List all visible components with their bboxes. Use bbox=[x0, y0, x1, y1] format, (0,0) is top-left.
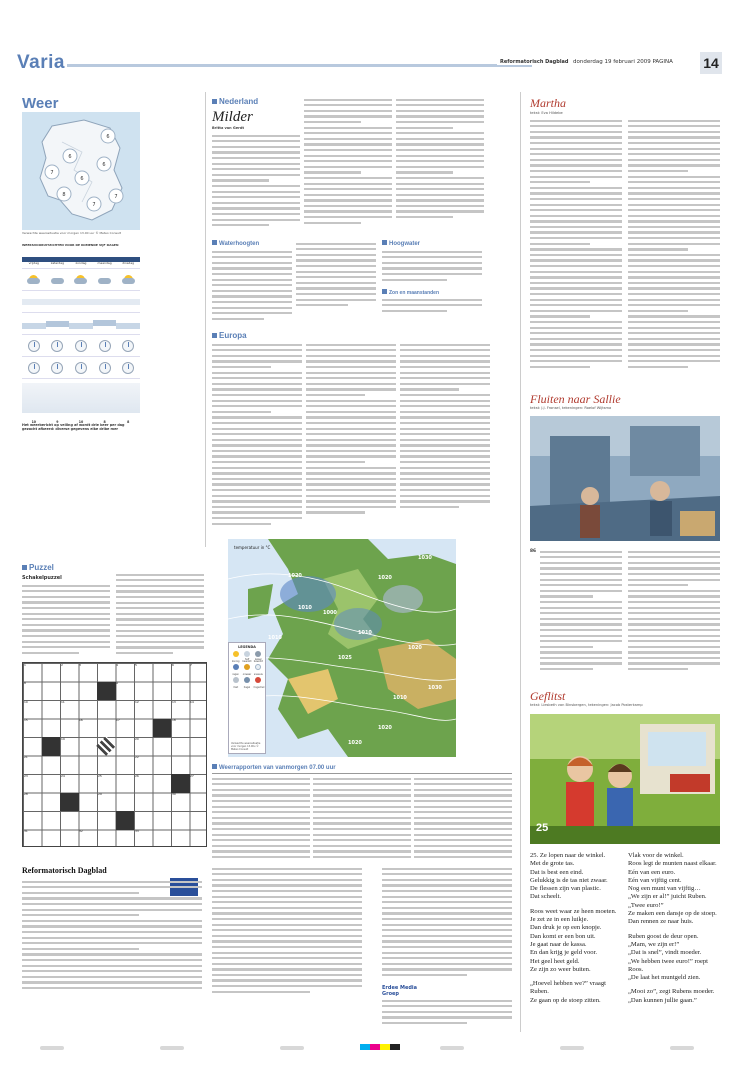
puzzle-clues-2 bbox=[116, 572, 204, 658]
wind-direction-icon bbox=[28, 340, 40, 352]
sallie-illustration bbox=[530, 416, 720, 541]
poem-line: Ruben. bbox=[530, 988, 549, 996]
poem-line: Gelukkig is de tas niet zwaar. bbox=[530, 876, 608, 884]
poem-line: „We hebben twee euro!” roept bbox=[628, 957, 709, 965]
observations-column bbox=[313, 776, 411, 860]
map-caption: Verwachte weerssituatie voor morgen 13.00 uur © Meteo Consult bbox=[22, 231, 121, 235]
map-temp: 6 bbox=[80, 176, 84, 182]
nederland-heading: Nederland bbox=[212, 97, 258, 107]
poem-line: Ze gaan op de stoep zitten. bbox=[530, 996, 601, 1004]
forecast-day: vrijdag bbox=[28, 261, 39, 265]
legend-item: half bewolkt bbox=[242, 651, 251, 661]
forecast-day: zaterdag bbox=[50, 261, 65, 265]
legend-title: LEGENDA bbox=[238, 645, 256, 649]
legend-item: zwaar bewolkt bbox=[254, 651, 263, 661]
wind-direction-icon bbox=[28, 362, 40, 374]
wind-direction-icon bbox=[122, 340, 134, 352]
zon-maan-heading: Zon en maanstanden bbox=[382, 288, 439, 298]
zon-maan-text bbox=[382, 297, 482, 321]
date-line: donderdag 19 februari 2009 PAGINA bbox=[573, 59, 673, 65]
wind-direction-icon bbox=[122, 362, 134, 374]
grid-number: 30 bbox=[172, 792, 176, 796]
rain-icon bbox=[233, 664, 239, 670]
map-isobar-label: 1020 bbox=[408, 645, 422, 651]
grid-number: 13 bbox=[172, 700, 176, 704]
map-header: temperatuur in °C bbox=[234, 545, 271, 550]
grid-number: 26 bbox=[135, 774, 139, 778]
advertising-info bbox=[382, 866, 512, 981]
netherlands-map-graphic bbox=[22, 112, 140, 230]
high-pressure-icon bbox=[255, 677, 261, 683]
grid-number: 18 bbox=[172, 718, 176, 722]
grid-number: 27 bbox=[190, 774, 194, 778]
poem-line: Dan rennen ze naar huis. bbox=[628, 918, 694, 926]
hail-icon bbox=[244, 677, 250, 683]
grid-number: 25 bbox=[98, 774, 102, 778]
black-square bbox=[116, 811, 135, 830]
wind-direction-icon bbox=[51, 340, 63, 352]
media-group-text bbox=[382, 998, 512, 1026]
grid-number: 12 bbox=[135, 700, 139, 704]
martha-column-1 bbox=[530, 118, 622, 384]
grid-number: 6 bbox=[172, 663, 174, 667]
column-rule bbox=[520, 92, 521, 1032]
header-rule bbox=[67, 64, 532, 67]
poem-line: Dan druk je op een knopje. bbox=[530, 924, 602, 932]
section-label: Varia bbox=[17, 52, 65, 73]
poem-line: Ze zijn zo weer buiten. bbox=[530, 965, 591, 973]
waterhoogten-heading: Waterhoogten bbox=[212, 239, 259, 249]
map-isobar-label: 1010 bbox=[358, 630, 372, 636]
black-square bbox=[42, 737, 61, 756]
nederland-byline: Britta van Gerdt bbox=[212, 126, 245, 130]
colophon-text bbox=[22, 879, 202, 991]
map-isobar-label: 1020 bbox=[348, 740, 362, 746]
poem-line: Vlak voor de winkel. bbox=[628, 852, 684, 859]
waterhoogten-text-2 bbox=[296, 241, 376, 325]
martha-column-2 bbox=[628, 118, 720, 384]
poem-line: Dan komt er een bon uit. bbox=[530, 932, 596, 940]
grid-number: 9 bbox=[116, 681, 118, 685]
cloud-icon bbox=[255, 651, 261, 657]
geflitst-illustration bbox=[530, 714, 720, 844]
poem-line: Dat is best een eind. bbox=[530, 868, 584, 876]
poem-line: Het geel heet geld. bbox=[530, 957, 580, 965]
nederland-column-1 bbox=[212, 133, 300, 233]
geflitst-illustration-graphic bbox=[530, 714, 720, 844]
poem-line: „Dan kunnen jullie gaan.” bbox=[628, 996, 697, 1004]
thunder-icon bbox=[244, 664, 250, 670]
legend-item: hogedruk bbox=[254, 677, 263, 687]
geflitst-panel-number: 25 bbox=[536, 822, 549, 834]
observations-table bbox=[212, 773, 512, 865]
paper-logo: Reformatorisch Dagblad bbox=[22, 866, 107, 875]
map-isobar-label: 1030 bbox=[418, 555, 432, 561]
observations-heading: Weerrapporten van vanmorgen 07.00 uur bbox=[212, 763, 336, 773]
colophon bbox=[22, 866, 202, 1001]
grid-number: 33 bbox=[135, 829, 139, 833]
map-isobar-label: 1030 bbox=[428, 685, 442, 691]
poem-line: En dan krijg je geld voor. bbox=[530, 949, 598, 957]
poem-line: „Mam, we zijn er!” bbox=[628, 940, 680, 948]
poem-line: Eén van een euro. bbox=[628, 868, 676, 876]
cloud-icon bbox=[51, 278, 64, 284]
grid-number: 11 bbox=[61, 700, 65, 704]
poem-line: Ze maken een dansje op de stoep. bbox=[628, 910, 717, 918]
poem-line: Roos weet waar ze heen moeten. bbox=[530, 907, 617, 915]
poem-line: Nog een munt van vijftig… bbox=[628, 885, 701, 893]
grid-number: 28 bbox=[24, 792, 28, 796]
poem-line: „Hoevel hebben we?” vraagt bbox=[530, 980, 606, 988]
poem-line: Eén van vijftig cent. bbox=[628, 876, 682, 884]
legend-item: sneeuw bbox=[254, 664, 263, 674]
page-header bbox=[17, 52, 722, 74]
map-isobar-label: 1010 bbox=[393, 695, 407, 701]
legend-item: hagel bbox=[242, 677, 251, 687]
map-isobar-label: 1020 bbox=[378, 725, 392, 731]
geflitst-poem-right bbox=[628, 852, 722, 1005]
wind-direction-icon bbox=[75, 340, 87, 352]
column-rule bbox=[205, 92, 206, 547]
media-group-logo: Erdee Media Groep bbox=[382, 985, 418, 998]
grid-number: 17 bbox=[116, 718, 120, 722]
forecast-day-labels bbox=[22, 262, 140, 268]
geflitst-poem-left bbox=[530, 852, 622, 1005]
wind-direction-icon bbox=[99, 340, 111, 352]
puzzle-grid[interactable] bbox=[22, 662, 207, 847]
legend-caption: Verwachte weerssituatie voor morgen 13.00u © Meteo Consult bbox=[231, 742, 261, 751]
poem-line: „We zijn er al!” juicht Ruben. bbox=[628, 893, 707, 901]
grid-number: 16 bbox=[79, 718, 83, 722]
grid-number: 32 bbox=[79, 829, 83, 833]
sallie-panel-number: 86 bbox=[530, 549, 536, 554]
grid-number: 7 bbox=[190, 663, 192, 667]
forecast-temp-chart-row bbox=[22, 378, 140, 418]
grid-number: 29 bbox=[98, 792, 102, 796]
sallie-title: Fluiten naar Sallie bbox=[530, 392, 621, 406]
page-number: 14 bbox=[700, 52, 722, 74]
sallie-column-1 bbox=[540, 549, 622, 679]
black-square bbox=[153, 719, 172, 738]
poem-line: „Twee euro!” bbox=[628, 901, 664, 909]
map-temp: 7 bbox=[92, 202, 96, 208]
map-temp: 6 bbox=[68, 154, 72, 160]
observations-column bbox=[212, 776, 310, 860]
nederland-column-3 bbox=[396, 97, 484, 233]
puzzle-title: Schakelpuzzel bbox=[22, 575, 62, 581]
forecast-sky-row bbox=[22, 268, 140, 290]
map-isobar-label: 1025 bbox=[338, 655, 352, 661]
map-legend bbox=[228, 642, 266, 754]
map-isobar-label: 1000 bbox=[323, 610, 337, 616]
five-day-forecast bbox=[22, 257, 140, 424]
poem-line: Roos legt de munten naast elkaar. bbox=[628, 860, 717, 868]
europa-column-3 bbox=[400, 342, 490, 534]
map-temp: 6 bbox=[106, 134, 110, 140]
forecast-temp: 8 bbox=[103, 420, 106, 424]
legend-item: regen bbox=[231, 664, 240, 674]
grid-number: 3 bbox=[79, 663, 81, 667]
cloud-icon bbox=[122, 278, 135, 284]
poem-line: „Mooi zo”, zegt Rubens moeder. bbox=[628, 988, 715, 996]
forecast-day: zondag bbox=[75, 261, 87, 265]
grid-number: 5 bbox=[135, 663, 137, 667]
sallie-column-2 bbox=[628, 549, 720, 679]
grid-number: 22 bbox=[135, 755, 139, 759]
cloud-icon bbox=[74, 278, 87, 284]
geflitst-byline: tekst: Liesbeth van Binsbergen, tekeningen: Jacob Posterkamp bbox=[530, 703, 643, 707]
grid-number: 8 bbox=[24, 681, 26, 685]
grid-number: 31 bbox=[24, 829, 28, 833]
forecast-temp: 8 bbox=[127, 420, 130, 424]
puzzle-clues-1 bbox=[22, 583, 110, 658]
observations-column bbox=[414, 776, 512, 860]
poem-line: Dat scheelt. bbox=[530, 893, 562, 901]
grid-number: 15 bbox=[24, 718, 28, 722]
poem-line: „Dat is snel”, vindt moeder. bbox=[628, 949, 702, 957]
poem-line: Ruben goost de deur open. bbox=[628, 932, 699, 940]
poem-line: Je gaat naar de kassa. bbox=[530, 940, 587, 948]
nederland-title: Milder bbox=[212, 109, 253, 125]
map-isobar-label: 1020 bbox=[378, 575, 392, 581]
forecast-wind-row bbox=[22, 334, 140, 356]
sun-icon bbox=[233, 651, 239, 657]
registration-mark bbox=[280, 1046, 304, 1050]
legend-item: onweer bbox=[242, 664, 251, 674]
fog-icon bbox=[233, 677, 239, 683]
waterhoogten-text bbox=[212, 249, 292, 325]
registration-mark bbox=[670, 1046, 694, 1050]
hoogwater-heading: Hoogwater bbox=[382, 239, 420, 249]
europa-column-1 bbox=[212, 342, 302, 534]
europa-heading: Europa bbox=[212, 331, 247, 341]
sallie-byline: tekst: J.J. Fronsel, tekeningen: Roelof Wijtsma bbox=[530, 406, 612, 410]
weather-title: Weer bbox=[22, 95, 59, 112]
martha-byline: tekst: Eva Hildebe bbox=[530, 111, 563, 115]
wind-direction-icon bbox=[51, 362, 63, 374]
registration-mark bbox=[560, 1046, 584, 1050]
grid-number: 14 bbox=[190, 700, 194, 704]
map-temp: 7 bbox=[114, 194, 118, 200]
paper-name: Reformatorisch Dagblad bbox=[497, 59, 572, 65]
grid-number: 24 bbox=[61, 774, 65, 778]
wind-direction-icon bbox=[75, 362, 87, 374]
forecast-heading: WEERSVOORUITZICHTEN VOOR DE KOMENDE VIJF DAGEN bbox=[22, 243, 119, 247]
snow-icon bbox=[255, 664, 261, 670]
geflitst-title: Geflitst bbox=[530, 689, 566, 703]
legend-item: zonnig bbox=[231, 651, 240, 661]
grid-number: 1 bbox=[24, 663, 26, 667]
grid-number: 23 bbox=[24, 774, 28, 778]
cloud-icon bbox=[98, 278, 111, 284]
diamond-icon bbox=[96, 736, 116, 756]
map-temp: 6 bbox=[102, 162, 106, 168]
forecast-temp: 9 bbox=[56, 420, 59, 424]
grid-number: 10 bbox=[24, 700, 28, 704]
black-square bbox=[97, 682, 116, 701]
subscription-rates bbox=[212, 866, 362, 1001]
poem-line: Roos. bbox=[628, 965, 644, 973]
grid-number: 20 bbox=[135, 737, 139, 741]
grid-number: 19 bbox=[61, 737, 65, 741]
cloud-icon bbox=[27, 278, 40, 284]
black-square bbox=[60, 793, 79, 812]
wind-direction-icon bbox=[99, 362, 111, 374]
partly-cloudy-icon bbox=[244, 651, 250, 657]
poem-line: De flessen zijn van plastic. bbox=[530, 885, 601, 893]
grid-number: 21 bbox=[24, 755, 28, 759]
puzzle-heading: Puzzel bbox=[22, 563, 54, 573]
map-isobar-label: 1020 bbox=[288, 573, 302, 579]
hoogwater-text bbox=[382, 249, 482, 285]
registration-mark bbox=[440, 1046, 464, 1050]
poem-line: Met de grote tas. bbox=[530, 860, 575, 868]
martha-title: Martha bbox=[530, 96, 566, 110]
forecast-day: maandag bbox=[97, 261, 112, 265]
weather-note: Het weerbericht op velling af wordt drie keer per dag gezocht afkeerd: diverse gegevens elke dribe mer bbox=[22, 423, 125, 432]
forecast-day: dinsdag bbox=[122, 261, 135, 265]
grid-number: 2 bbox=[61, 663, 63, 667]
nederland-column-2 bbox=[304, 97, 392, 233]
map-temp: 8 bbox=[62, 192, 66, 198]
poem-line: „De laat het muntgeld zien. bbox=[628, 974, 701, 982]
forecast-temp: 10 bbox=[31, 420, 37, 424]
map-temp: 7 bbox=[50, 170, 54, 176]
forecast-wind-row bbox=[22, 356, 140, 378]
grid-number: 4 bbox=[116, 663, 118, 667]
sallie-illustration-graphic bbox=[530, 416, 720, 541]
map-isobar-label: 1010 bbox=[298, 605, 312, 611]
netherlands-weather-map bbox=[22, 112, 140, 230]
registration-mark bbox=[40, 1046, 64, 1050]
forecast-temp: 10 bbox=[78, 420, 84, 424]
forecast-sun-row bbox=[22, 290, 140, 312]
legend-item: mist bbox=[231, 677, 240, 687]
poem-line: Je zet ze in een luikje. bbox=[530, 916, 589, 924]
registration-mark bbox=[160, 1046, 184, 1050]
poem-line: 25. Ze lopen naar de winkel. bbox=[530, 852, 606, 859]
europa-column-2 bbox=[306, 342, 396, 534]
forecast-rain-row bbox=[22, 312, 140, 334]
map-isobar-label: 1010 bbox=[268, 635, 282, 641]
color-registration-bar bbox=[360, 1044, 400, 1050]
black-square bbox=[171, 774, 190, 793]
